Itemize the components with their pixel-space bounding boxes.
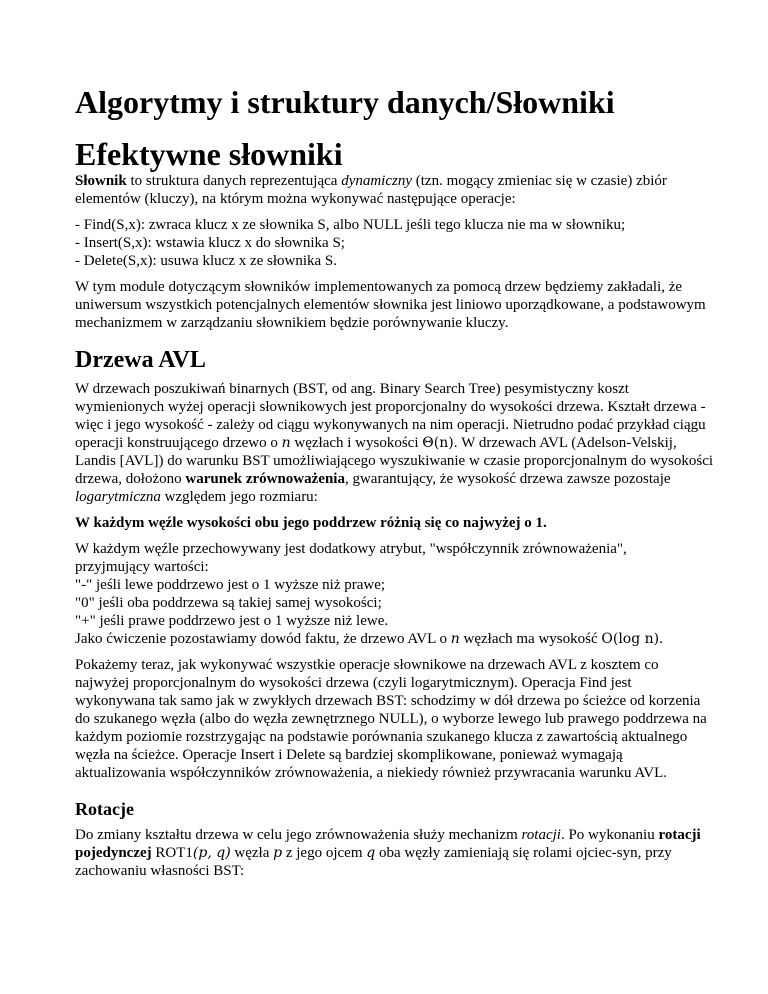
avl-rule: W każdym węźle wysokości obu jego poddrzew różnią się co najwyżej o 1. [75,515,547,531]
balance-factor-paragraph: W każdym węźle przechowywany jest dodatkowy atrybut, "współczynnik zrównoważenia", przyjmujący wartości: "-" jeśli lewe poddrzewo jest o 1 wyższe niż prawe; "0" jeśli oba poddrzewa są takiej samej wysokości; "+" jeśli prawe poddrzewo jest o 1 wyższe niż lewe. Jako ćwiczenie pozostawiamy dowód faktu, że drzewo AVL o n węzłach ma wysokość O(log n). [75,540,715,648]
math-n: n [450,631,460,647]
bold-balance-condition: warunek zrównoważenia [185,471,345,487]
math-q: q [366,845,376,861]
intro-paragraph: Słownik to struktura danych reprezentująca dynamiczny (tzn. mogący zmieniac się w czasie) zbiór elementów (kluczy), na którym można wykonywać następujące operacje: [75,173,667,207]
operation-insert: - Insert(S,x): wstawia klucz x do słownika S; [75,235,345,251]
exercise-line: Jako ćwiczenie pozostawiamy dowód faktu, że drzewo AVL o n węzłach ma wysokość O(log n). [75,631,663,647]
math-theta-n: Θ(n) [422,435,454,451]
avl-paragraph: W drzewach poszukiwań binarnych (BST, od ang. Binary Search Tree) pesymistyczny koszt wymienionych wyżej operacji słownikowych jest proporcjonalny do wysokości drzewa. Kształt drzewa - więc i jego wysokość - zależy od ciągu wykonywanych na nim operacji. Nietrudno podać przykład ciągu operacji konstruującego drzewo o n węzłach i wysokości Θ(n). W drzewach AVL (Adelson-Velskij, Landis [AVL]) do warunku BST umożliwiającego wyszukiwanie w czasie proporcjonalnym do wysokości drzewa, dołożono warunek zrównoważenia, gwarantujący, że wysokość drzewa zawsze pozostaje logarytmiczna względem jego rozmiaru: [75,381,714,505]
operation-delete: - Delete(S,x): usuwa klucz x ze słownika S. [75,253,338,269]
math-rot-args: (p, q) [192,845,231,861]
math-n: n [281,435,291,451]
section-heading-rotations: Rotacje [75,799,134,819]
bold-single-rotation: rotacji pojedynczej [75,827,701,861]
emphasis-rotations: rotacji [521,827,561,843]
page-title: Algorytmy i struktury danych/Słowniki [75,84,615,120]
term-dictionary: Słownik [75,173,127,189]
article-body [75,172,715,888]
math-o-log-n: O(log n) [601,631,660,647]
operations-cost-paragraph: Pokażemy teraz, jak wykonywać wszystkie operacje słownikowe na drzewach AVL z kosztem co najwyżej proporcjonalnym do wysokości drzewa (czyli logarytmicznym). Operacja Find jest wykonywana tak samo jak w zwykłych drzewach BST: schodzimy w dół drzewa po ścieżce od korzenia do szukanego węzła (albo do węzła zewnętrznego NULL), o wyborze lewego lub prawego poddrzewa na każdym poziomie rozstrzygając na podstawie porównania szukanego klucza z zawartością aktualnego węzła na ścieżce. Operacje Insert i Delete są bardziej skomplikowane, ponieważ wymagają aktualizowania współczynników zrównoważenia, a niekiedy również przywracania warunku AVL. [75,657,707,781]
emphasis-logarithmic: logarytmiczna [75,489,161,505]
section-heading-avl: Drzewa AVL [75,347,206,373]
rotations-paragraph: Do zmiany kształtu drzewa w celu jego zrównoważenia służy mechanizm rotacji. Po wykonaniu rotacji pojedynczej ROT1(p, q) węzła p z jego ojcem q oba węzły zamieniają się rolami ojciec-syn, przy zachowaniu własności BST: [75,827,701,879]
operation-find: - Find(S,x): zwraca klucz x ze słownika S, albo NULL jeśli tego klucza nie ma w słowniku; [75,217,626,233]
section-title-efficient-dictionaries: Efektywne słowniki [75,136,343,172]
operations-list [75,216,715,270]
emphasis-dynamic: dynamiczny [341,173,412,189]
module-paragraph: W tym module dotyczącym słowników implementowanych za pomocą drzew będziemy zakładali, że uniwersum wszystkich potencjalnych elementów słownika jest liniowo uporządkowane, a podstawowym mechanizmem w zarządzaniu słownikiem będzie porównywanie kluczy. [75,279,706,331]
math-p: p [273,845,283,861]
